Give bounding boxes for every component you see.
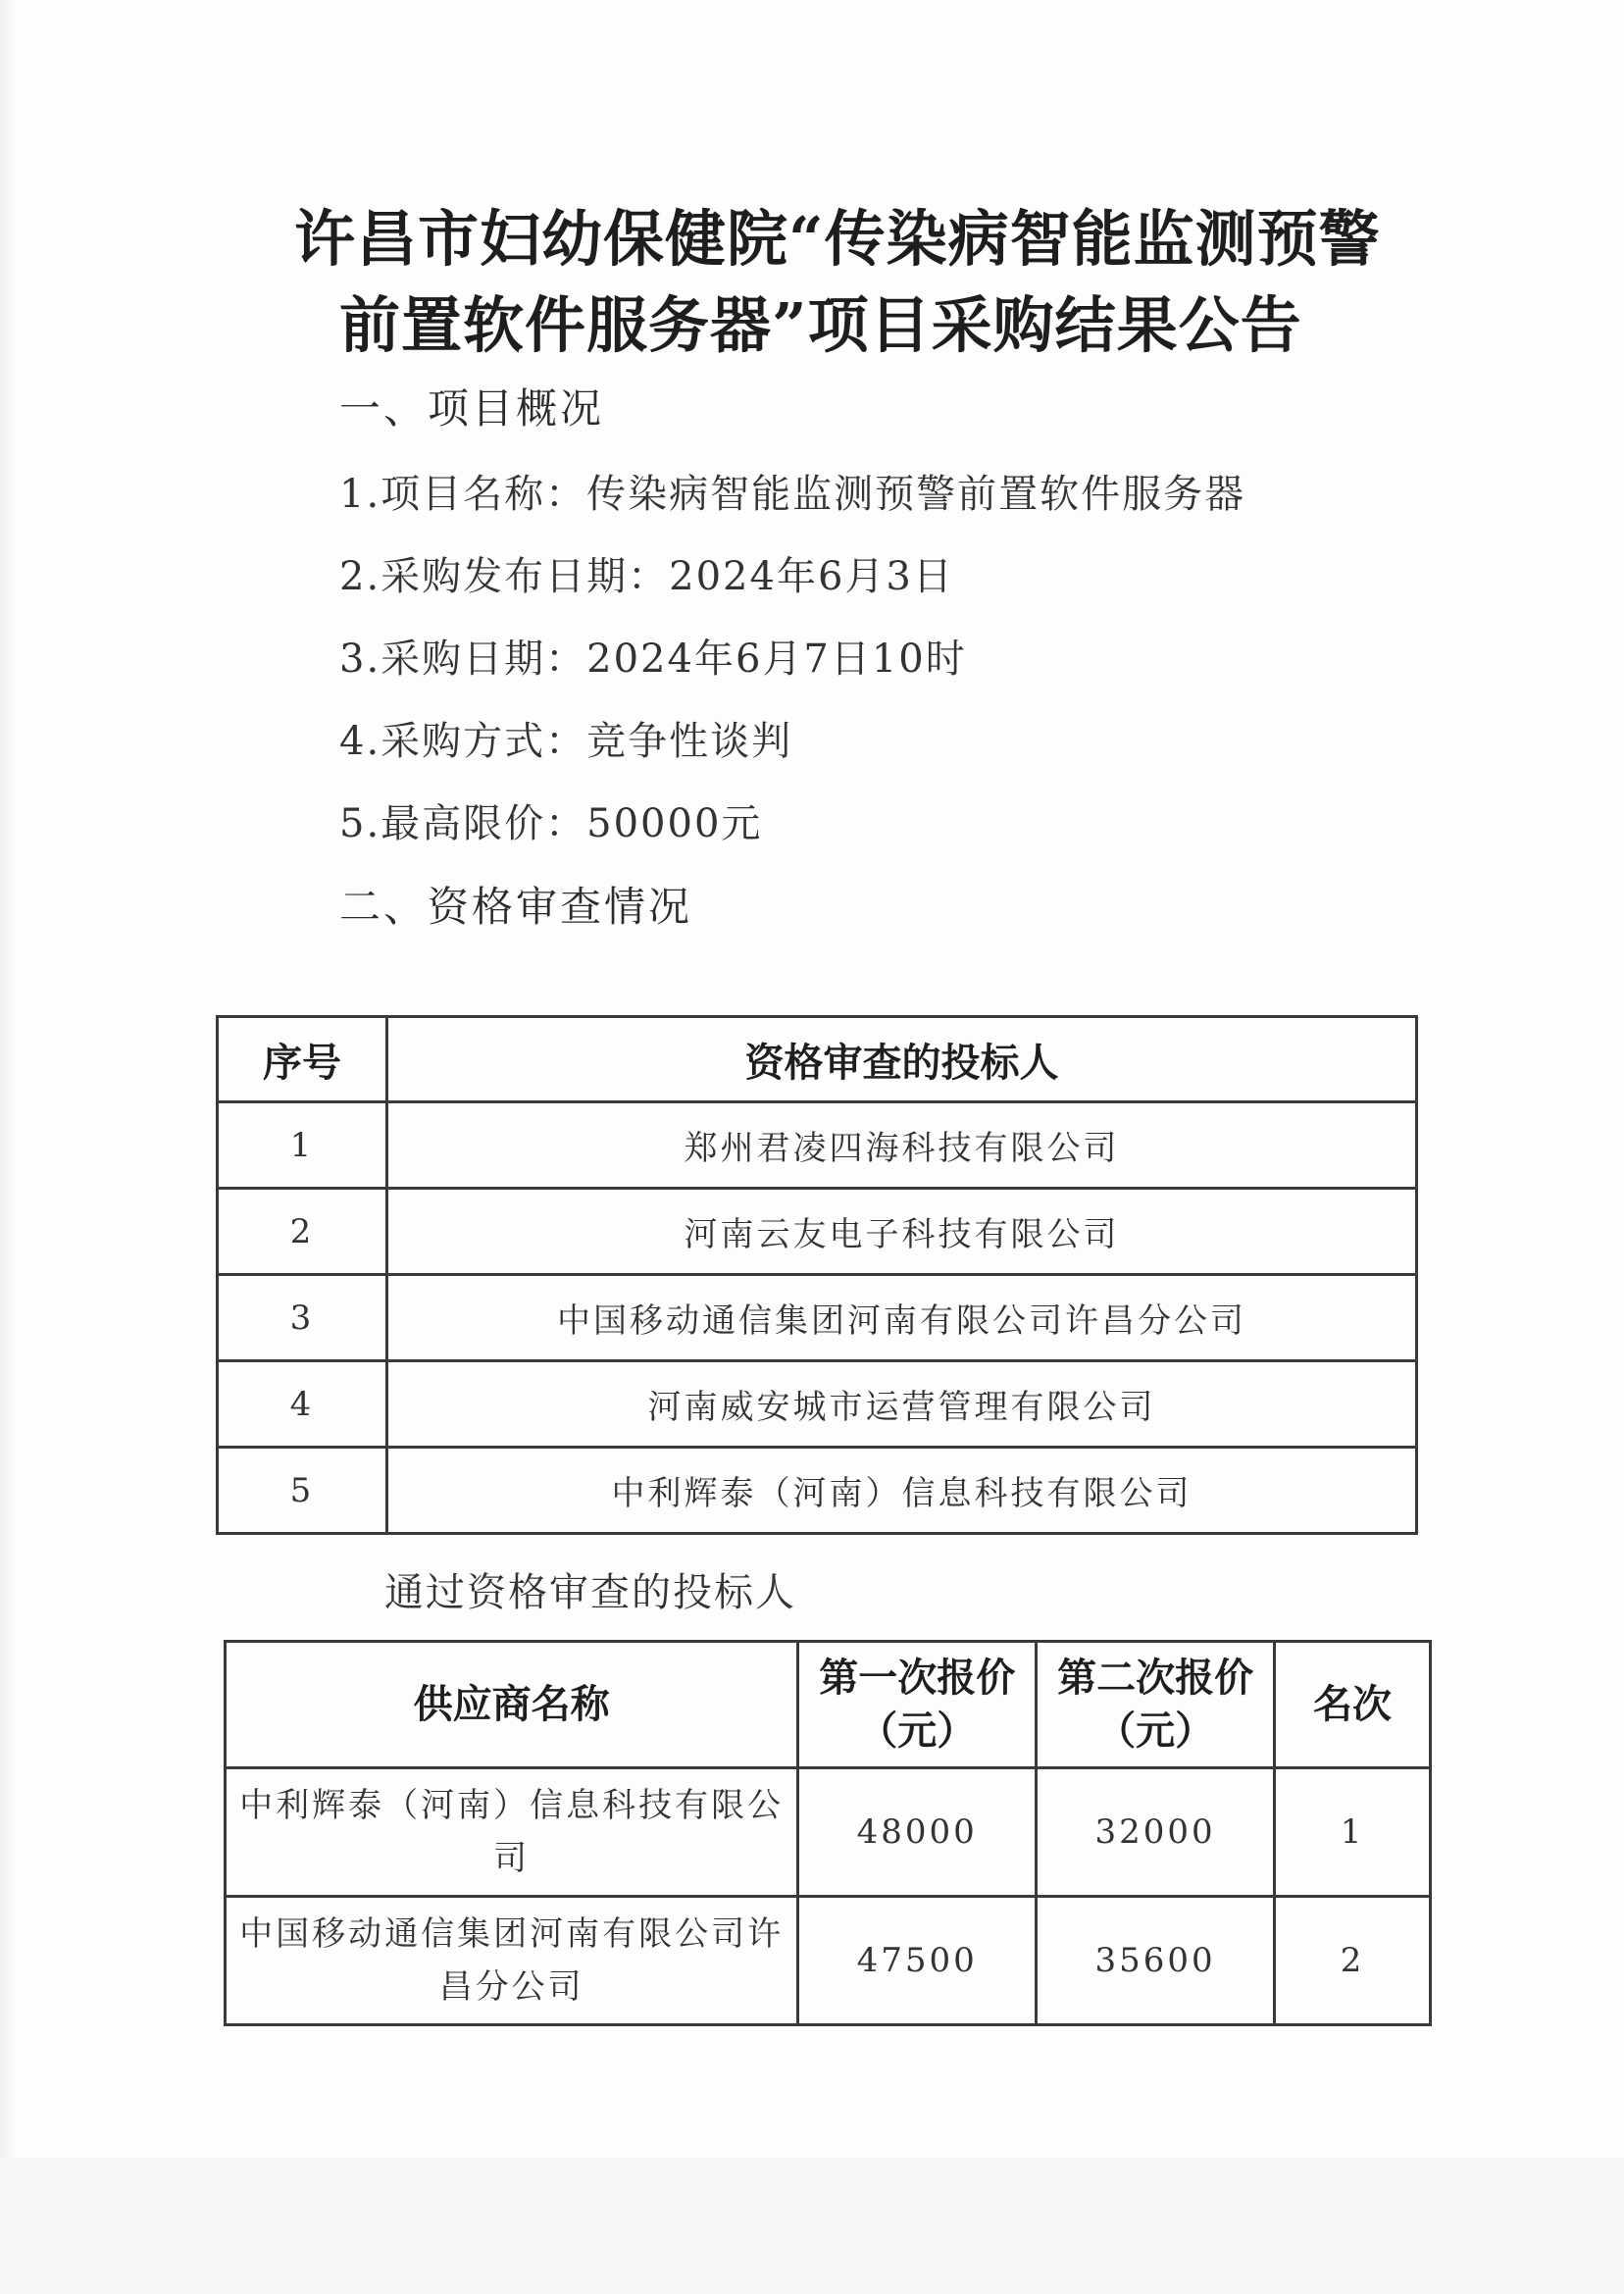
document-title <box>294 196 1393 369</box>
row-index: 3 <box>218 1275 387 1361</box>
table-row <box>218 1361 1417 1448</box>
header-supplier-name: 供应商名称 <box>226 1642 798 1768</box>
header-rank: 名次 <box>1275 1642 1431 1768</box>
header-bidder: 资格审查的投标人 <box>387 1017 1417 1102</box>
header-second-quote: 第二次报价（元） <box>1037 1642 1275 1768</box>
header-first-quote: 第一次报价（元） <box>798 1642 1037 1768</box>
table-row <box>218 1189 1417 1275</box>
scan-bottom-shade <box>0 2158 1624 2294</box>
title-line-2: 前置软件服务器”项目采购结果公告 <box>339 289 1302 361</box>
procurement-method-line: 4.采购方式：竞争性谈判 <box>339 719 793 764</box>
rank: 2 <box>1275 1897 1431 2025</box>
title-line-1: 许昌市妇幼保健院“传染病智能监测预警 <box>294 203 1381 275</box>
second-quote: 35600 <box>1037 1897 1275 2025</box>
supplier-name: 中利辉泰（河南）信息科技有限公司 <box>226 1768 798 1897</box>
first-quote: 48000 <box>798 1768 1037 1897</box>
passed-bidders-label: 通过资格审查的投标人 <box>384 1570 796 1615</box>
table-row <box>226 1897 1431 2025</box>
bidder-name: 中利辉泰（河南）信息科技有限公司 <box>387 1448 1417 1534</box>
table-row <box>218 1275 1417 1361</box>
qualification-table <box>216 1015 1418 1535</box>
section1-heading: 一、项目概况 <box>339 384 605 433</box>
table-row <box>226 1768 1431 1897</box>
row-index: 5 <box>218 1448 387 1534</box>
table-row <box>218 1448 1417 1534</box>
supplier-name: 中国移动通信集团河南有限公司许昌分公司 <box>226 1897 798 2025</box>
max-price-line: 5.最高限价：50000元 <box>339 801 763 846</box>
table-row <box>218 1102 1417 1189</box>
project-name-line: 1.项目名称：传染病智能监测预警前置软件服务器 <box>339 472 1246 517</box>
bidder-name: 河南威安城市运营管理有限公司 <box>387 1361 1417 1448</box>
row-index: 1 <box>218 1102 387 1189</box>
quotation-table <box>224 1640 1432 2026</box>
bidder-name: 郑州君凌四海科技有限公司 <box>387 1102 1417 1189</box>
row-index: 4 <box>218 1361 387 1448</box>
bidder-name: 河南云友电子科技有限公司 <box>387 1189 1417 1275</box>
procurement-date-line: 3.采购日期：2024年6月7日10时 <box>339 637 967 682</box>
publish-date-line: 2.采购发布日期：2024年6月3日 <box>339 554 954 599</box>
scan-edge-shadow <box>0 0 18 2294</box>
table-header-row <box>218 1017 1417 1102</box>
header-index: 序号 <box>218 1017 387 1102</box>
rank: 1 <box>1275 1768 1431 1897</box>
table-header-row <box>226 1642 1431 1768</box>
section2-heading: 二、资格审查情况 <box>339 883 693 931</box>
bidder-name: 中国移动通信集团河南有限公司许昌分公司 <box>387 1275 1417 1361</box>
first-quote: 47500 <box>798 1897 1037 2025</box>
row-index: 2 <box>218 1189 387 1275</box>
second-quote: 32000 <box>1037 1768 1275 1897</box>
